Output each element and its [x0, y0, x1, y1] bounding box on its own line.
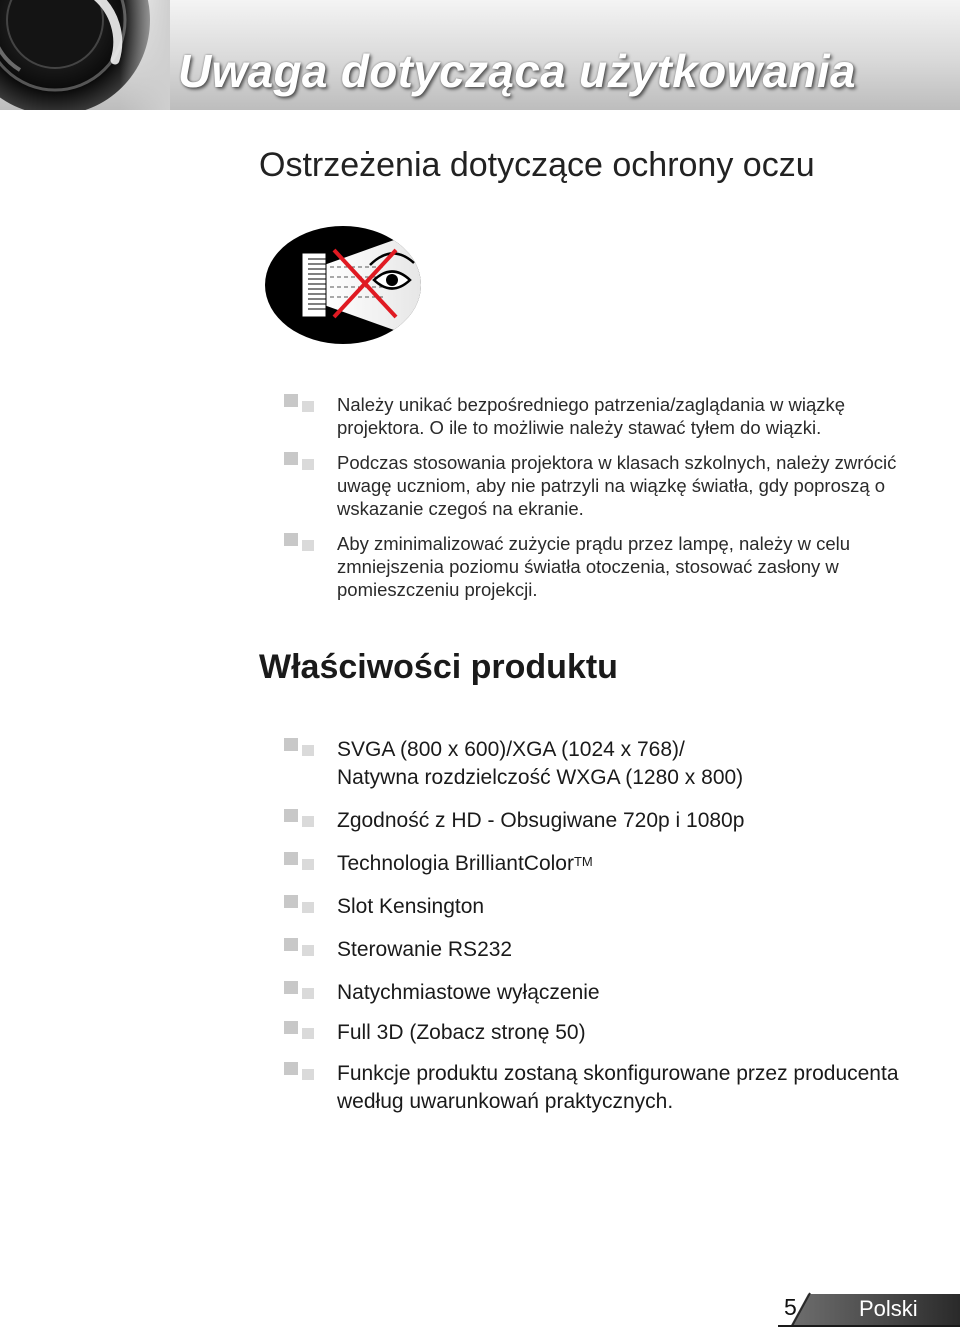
list-item-text: Funkcje produktu zostaną skonfigurowane przez producenta według uwarunkowań praktycznych. — [337, 1062, 899, 1113]
double-square-bullet-icon — [284, 938, 316, 956]
language-label: Polski — [859, 1296, 918, 1321]
double-square-bullet-icon — [284, 1062, 316, 1080]
list-item — [284, 807, 924, 835]
list-item — [284, 451, 924, 520]
double-square-bullet-icon — [284, 981, 316, 999]
double-square-bullet-icon — [284, 533, 316, 551]
list-item — [284, 736, 924, 792]
eye-safety-list — [284, 393, 924, 613]
list-item-text: Technologia BrilliantColor — [337, 852, 574, 875]
list-item-text: Podczas stosowania projektora w klasach szkolnych, należy zwrócić uwagę uczniom, aby nie patrzyli na wiązkę światła, gdy poproszą o wskazanie czegoś na ekranie. — [337, 452, 897, 519]
double-square-bullet-icon — [284, 852, 316, 870]
list-item-text: Full 3D (Zobacz stronę 50) — [337, 1021, 586, 1044]
eye-safety-heading: Ostrzeżenia dotyczące ochrony oczu — [259, 146, 815, 184]
list-item-text: Zgodność z HD - Obsugiwane 720p i 1080p — [337, 809, 745, 832]
list-item — [284, 893, 924, 921]
list-item-text: Sterowanie RS232 — [337, 938, 513, 961]
list-item-text: Aby zminimalizować zużycie prądu przez lampę, należy w celu zmniejszenia poziomu światła otoczenia, stosować zasłony w pomieszczeniu projekcji. — [337, 533, 851, 600]
list-item-text: SVGA (800 x 600)/XGA (1024 x 768)/ — [337, 738, 685, 761]
list-item — [284, 936, 924, 964]
product-features-heading: Właściwości produktu — [259, 648, 618, 686]
header-banner — [0, 0, 960, 110]
projector-beam-eye-crossed-icon — [264, 225, 422, 345]
double-square-bullet-icon — [284, 1021, 316, 1039]
double-square-bullet-icon — [284, 394, 316, 412]
list-item-text: Natychmiastowe wyłączenie — [337, 981, 600, 1004]
double-square-bullet-icon — [284, 809, 316, 827]
camera-lens-icon — [0, 0, 170, 110]
list-item — [284, 1019, 924, 1047]
double-square-bullet-icon — [284, 452, 316, 470]
list-item — [284, 1060, 924, 1116]
trademark-sup: TM — [573, 854, 593, 869]
double-square-bullet-icon — [284, 895, 316, 913]
product-features-list — [284, 736, 924, 1116]
list-item — [284, 979, 924, 1007]
list-item-text: Slot Kensington — [337, 895, 485, 918]
page-number: 5 — [784, 1294, 797, 1320]
list-item — [284, 850, 924, 878]
list-item-text: Należy unikać bezpośredniego patrzenia/zaglądania w wiązkę projektora. O ile to możliwie należy stawać tyłem do wiązki. — [337, 394, 846, 438]
double-square-bullet-icon — [284, 738, 316, 756]
list-item-text: Natywna rozdzielczość WXGA (1280 x 800) — [337, 766, 744, 789]
list-item — [284, 532, 924, 601]
page-title: Uwaga dotycząca użytkowania — [178, 45, 856, 97]
list-item — [284, 393, 924, 439]
